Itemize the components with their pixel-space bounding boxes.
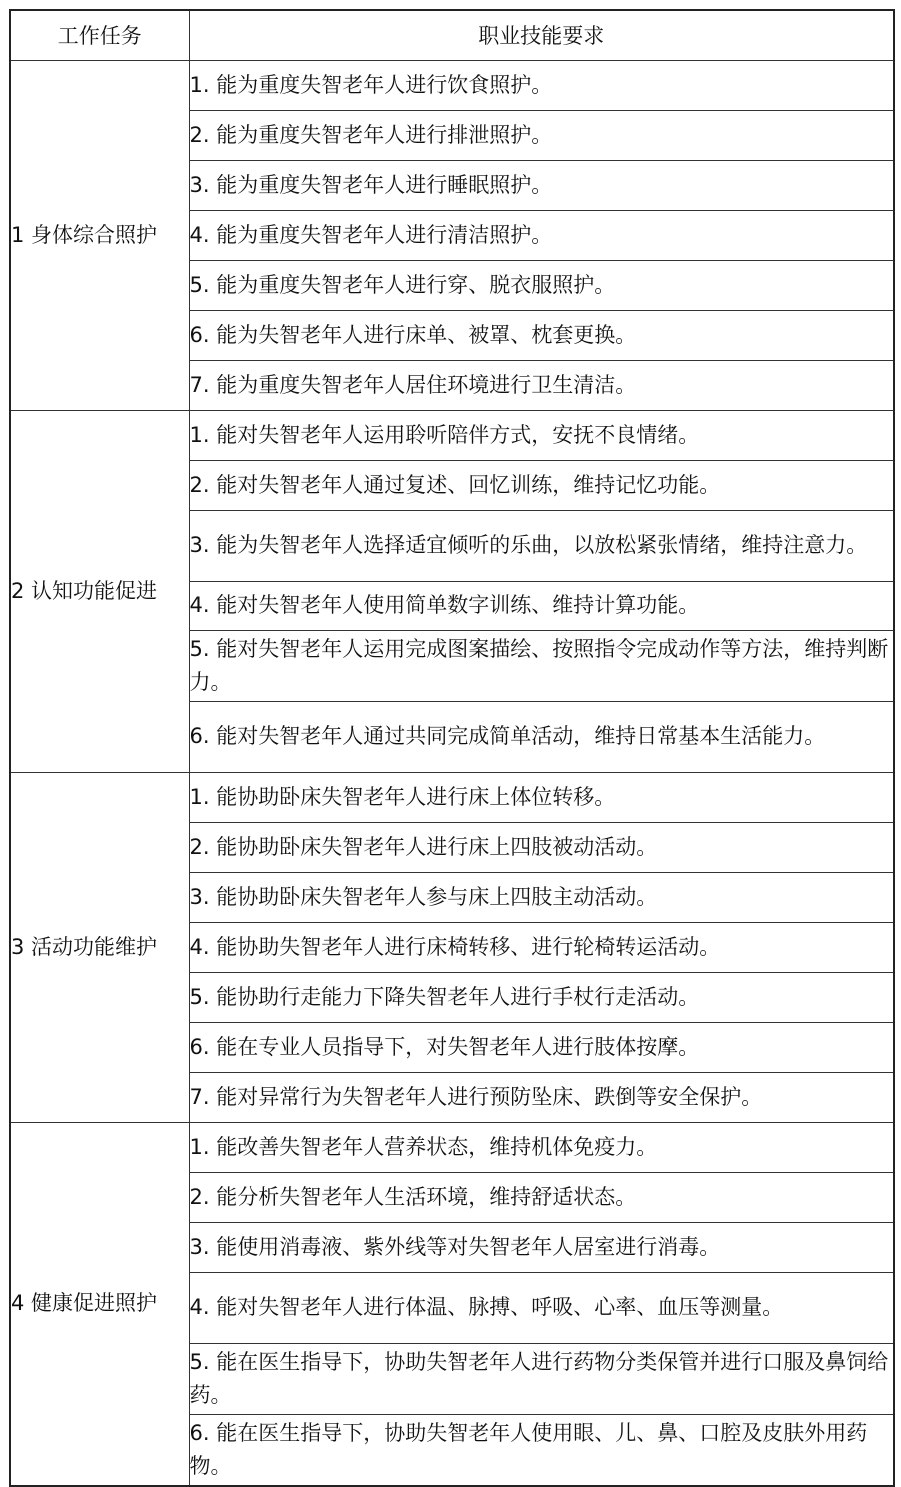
requirement-cell: 4. 能对失智老年人使用简单数字训练、维持计算功能。 bbox=[189, 581, 894, 630]
header-row bbox=[10, 10, 894, 60]
requirement-cell: 3. 能使用消毒液、紫外线等对失智老年人居室进行消毒。 bbox=[189, 1222, 894, 1272]
table-row bbox=[10, 772, 894, 822]
requirement-cell: 4. 能对失智老年人进行体温、脉搏、呼吸、心率、血压等测量。 bbox=[189, 1272, 894, 1343]
table-row bbox=[10, 60, 894, 110]
table-header bbox=[10, 10, 894, 60]
task-cell: 3 活动功能维护 bbox=[10, 772, 189, 1122]
requirement-cell: 7. 能为重度失智老年人居住环境进行卫生清洁。 bbox=[189, 360, 894, 410]
skills-table bbox=[9, 9, 895, 1487]
requirement-cell: 3. 能为失智老年人选择适宜倾听的乐曲，以放松紧张情绪，维持注意力。 bbox=[189, 510, 894, 581]
requirement-cell: 1. 能为重度失智老年人进行饮食照护。 bbox=[189, 60, 894, 110]
requirement-cell: 1. 能对失智老年人运用聆听陪伴方式，安抚不良情绪。 bbox=[189, 410, 894, 460]
requirement-cell: 4. 能协助失智老年人进行床椅转移、进行轮椅转运活动。 bbox=[189, 922, 894, 972]
table-body bbox=[10, 60, 894, 1486]
header-requirement: 职业技能要求 bbox=[189, 10, 894, 60]
requirement-cell: 4. 能为重度失智老年人进行清洁照护。 bbox=[189, 210, 894, 260]
task-cell: 4 健康促进照护 bbox=[10, 1122, 189, 1486]
requirement-cell: 2. 能为重度失智老年人进行排泄照护。 bbox=[189, 110, 894, 160]
requirement-cell: 3. 能协助卧床失智老年人参与床上四肢主动活动。 bbox=[189, 872, 894, 922]
task-cell: 2 认知功能促进 bbox=[10, 410, 189, 772]
header-task: 工作任务 bbox=[10, 10, 189, 60]
requirement-cell: 5. 能协助行走能力下降失智老年人进行手杖行走活动。 bbox=[189, 972, 894, 1022]
requirement-cell: 3. 能为重度失智老年人进行睡眠照护。 bbox=[189, 160, 894, 210]
requirement-cell: 6. 能为失智老年人进行床单、被罩、枕套更换。 bbox=[189, 310, 894, 360]
requirement-cell: 2. 能分析失智老年人生活环境，维持舒适状态。 bbox=[189, 1172, 894, 1222]
requirement-cell: 6. 能对失智老年人通过共同完成简单活动，维持日常基本生活能力。 bbox=[189, 701, 894, 772]
requirement-cell: 6. 能在专业人员指导下，对失智老年人进行肢体按摩。 bbox=[189, 1022, 894, 1072]
requirement-cell: 5. 能对失智老年人运用完成图案描绘、按照指令完成动作等方法，维持判断力。 bbox=[189, 630, 894, 701]
table-row bbox=[10, 410, 894, 460]
requirement-cell: 5. 能在医生指导下，协助失智老年人进行药物分类保管并进行口服及鼻饲给药。 bbox=[189, 1343, 894, 1414]
requirement-cell: 7. 能对异常行为失智老年人进行预防坠床、跌倒等安全保护。 bbox=[189, 1072, 894, 1122]
requirement-cell: 2. 能协助卧床失智老年人进行床上四肢被动活动。 bbox=[189, 822, 894, 872]
table-row bbox=[10, 1122, 894, 1172]
requirement-cell: 1. 能改善失智老年人营养状态，维持机体免疫力。 bbox=[189, 1122, 894, 1172]
requirement-cell: 6. 能在医生指导下，协助失智老年人使用眼、儿、鼻、口腔及皮肤外用药物。 bbox=[189, 1414, 894, 1486]
requirement-cell: 5. 能为重度失智老年人进行穿、脱衣服照护。 bbox=[189, 260, 894, 310]
requirement-cell: 1. 能协助卧床失智老年人进行床上体位转移。 bbox=[189, 772, 894, 822]
task-cell: 1 身体综合照护 bbox=[10, 60, 189, 410]
requirement-cell: 2. 能对失智老年人通过复述、回忆训练，维持记忆功能。 bbox=[189, 460, 894, 510]
